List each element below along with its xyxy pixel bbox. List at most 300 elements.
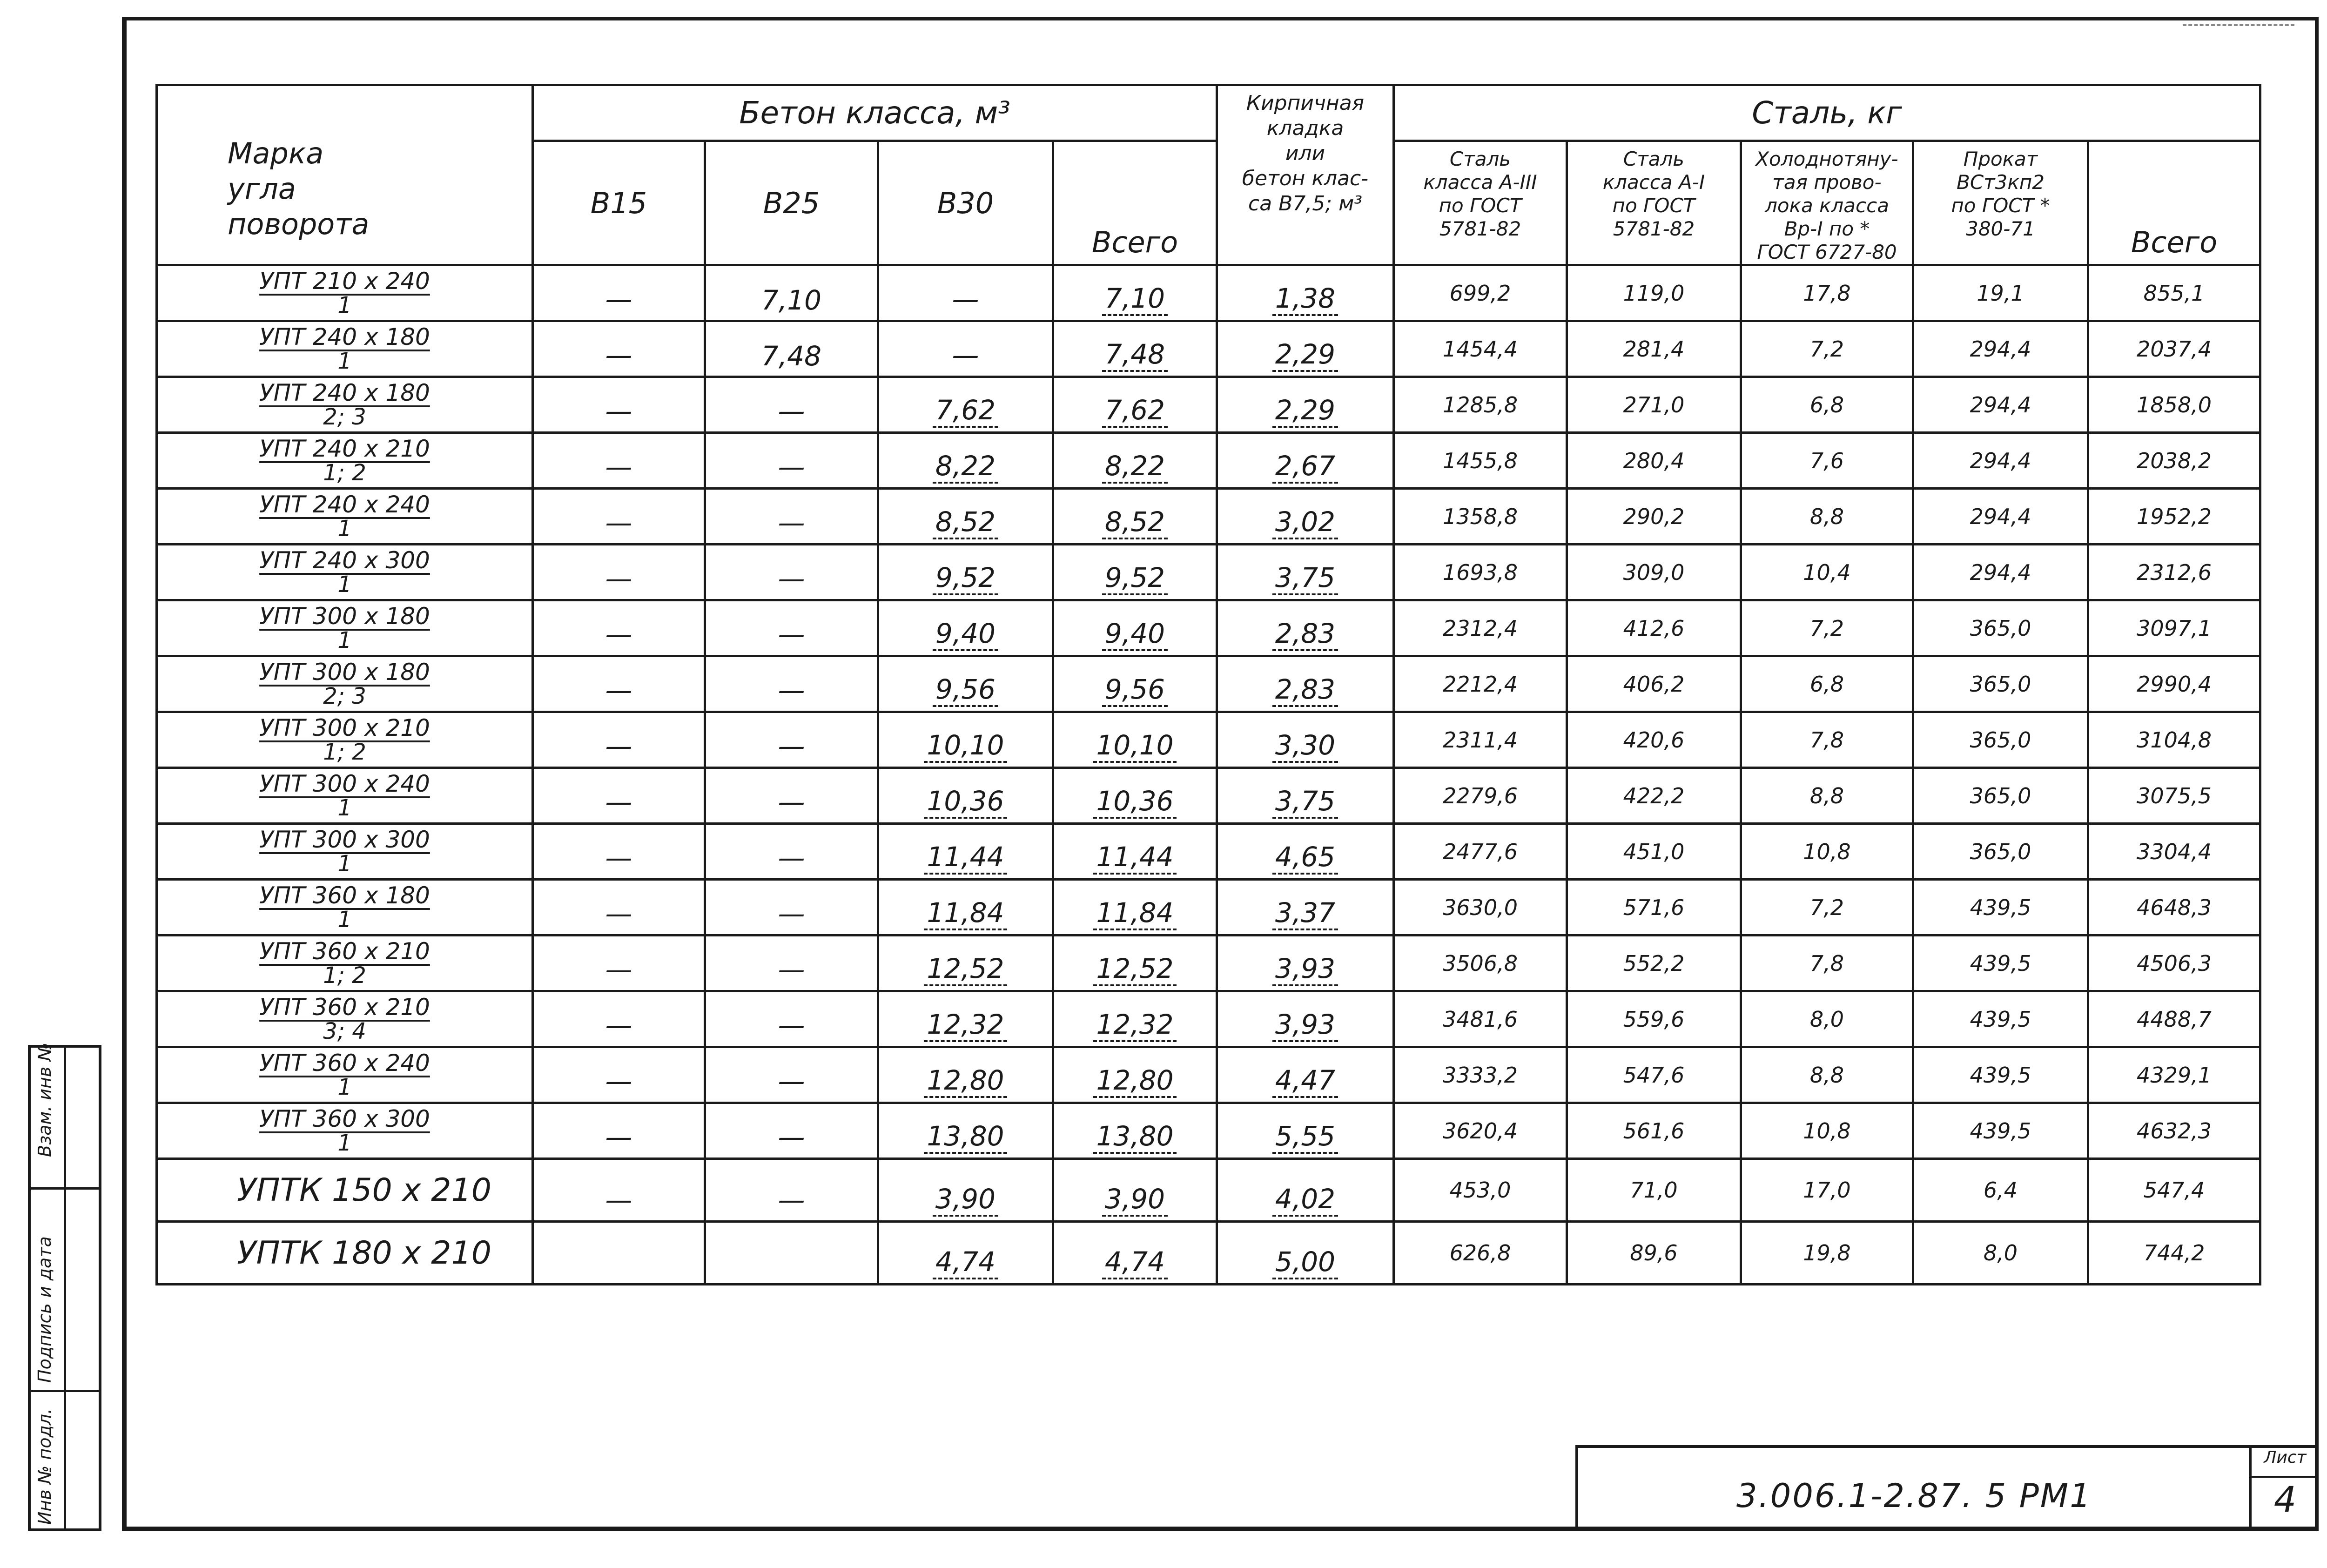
row-mark-cell xyxy=(157,489,533,545)
cell-a3: 3481,6 xyxy=(1394,991,1567,1047)
row-mark-sub: 1 xyxy=(337,292,352,318)
cell-steel-total: 3075,5 xyxy=(2088,768,2260,824)
cell-brick xyxy=(1217,265,1394,321)
table-row xyxy=(157,265,2260,321)
row-mark: УПТ 360 х 300 xyxy=(259,1105,430,1132)
header-row-1 xyxy=(157,85,2260,141)
row-mark: УПТ 300 х 240 xyxy=(259,770,430,797)
cell-wire: 10,8 xyxy=(1741,824,1913,880)
cell-rolled: 294,4 xyxy=(1913,489,2088,545)
cell-a1: 571,6 xyxy=(1567,880,1741,935)
cell-steel-total: 4488,7 xyxy=(2088,991,2260,1047)
header-brick-line-3: или xyxy=(1285,141,1325,165)
cell-wire: 6,8 xyxy=(1741,377,1913,433)
cell-brick xyxy=(1217,768,1394,824)
cell-total xyxy=(1053,489,1217,545)
cell-b15: — xyxy=(533,935,705,991)
header-steel-total: Всего xyxy=(2088,141,2260,265)
cell-b30 xyxy=(878,1222,1053,1285)
cell-rolled: 365,0 xyxy=(1913,712,2088,768)
cell-brick xyxy=(1217,935,1394,991)
cell-value: 11,84 xyxy=(924,897,1007,930)
cell-value: 7,62 xyxy=(933,394,998,428)
cell-a1: 281,4 xyxy=(1567,321,1741,377)
cell-value: 7,62 xyxy=(1102,394,1168,428)
cell-total xyxy=(1053,1047,1217,1103)
header-a3-line-3: по ГОСТ xyxy=(1439,194,1522,217)
strip-col-values xyxy=(66,1048,99,1528)
cell-a1: 280,4 xyxy=(1567,433,1741,489)
cell-b25: — xyxy=(705,1159,878,1222)
strip-inv-orig: Инв № подл. xyxy=(34,1408,55,1525)
header-rolled-line-3: по ГОСТ * xyxy=(1951,194,2050,217)
cell-a1: 309,0 xyxy=(1567,545,1741,600)
cell-value: 10,10 xyxy=(1093,729,1176,763)
cell-rolled: 365,0 xyxy=(1913,600,2088,656)
cell-value: 1,38 xyxy=(1272,283,1338,316)
cell-a3: 1454,4 xyxy=(1394,321,1567,377)
cell-a1: 420,6 xyxy=(1567,712,1741,768)
cell-total xyxy=(1053,880,1217,935)
cell-steel-total: 1858,0 xyxy=(2088,377,2260,433)
table-row xyxy=(157,824,2260,880)
row-mark-sub: 1 xyxy=(337,1130,352,1156)
cell-rolled: 439,5 xyxy=(1913,1103,2088,1159)
cell-rolled: 439,5 xyxy=(1913,935,2088,991)
cell-value: 2,83 xyxy=(1272,618,1338,651)
table-row xyxy=(157,1103,2260,1159)
row-mark-cell xyxy=(157,656,533,712)
row-mark-sub: 1; 2 xyxy=(323,459,366,486)
strip-col-labels xyxy=(31,1043,66,1528)
cell-total xyxy=(1053,265,1217,321)
row-mark-cell xyxy=(157,600,533,656)
row-mark: УПТ 300 х 180 xyxy=(259,602,430,630)
cell-b15: — xyxy=(533,489,705,545)
cell-value: 8,22 xyxy=(1102,450,1168,484)
cell-rolled: 294,4 xyxy=(1913,377,2088,433)
sheet-label: Лист xyxy=(2252,1448,2319,1478)
cell-b15: — xyxy=(533,1103,705,1159)
cell-b25: — xyxy=(705,768,878,824)
cell-steel-total: 2312,6 xyxy=(2088,545,2260,600)
cell-wire: 7,2 xyxy=(1741,880,1913,935)
sheet-number: 4 xyxy=(2273,1479,2297,1520)
cell-value: 3,90 xyxy=(1102,1183,1168,1217)
cell-b25: — xyxy=(705,377,878,433)
cell-b25: — xyxy=(705,433,878,489)
cell-a3: 453,0 xyxy=(1394,1159,1567,1222)
cell-value: 8,52 xyxy=(933,506,998,539)
document-code: 3.006.1-2.87. 5 РМ1 xyxy=(1736,1477,2092,1515)
cell-value: 2,83 xyxy=(1272,673,1338,707)
header-steel-a3 xyxy=(1394,141,1567,265)
cell-a3: 2279,6 xyxy=(1394,768,1567,824)
cell-b25 xyxy=(705,1222,878,1285)
row-mark-cell xyxy=(157,824,533,880)
row-mark-sub: 1; 2 xyxy=(323,962,366,989)
cell-value: 11,44 xyxy=(1093,841,1176,875)
cell-b30 xyxy=(878,880,1053,935)
cell-value: 9,40 xyxy=(933,618,998,651)
cell-value: 12,32 xyxy=(1093,1009,1176,1042)
table-row xyxy=(157,433,2260,489)
cell-value: 2,67 xyxy=(1272,450,1338,484)
cell-value: 9,56 xyxy=(933,673,998,707)
header-rolled-line-1: Прокат xyxy=(1963,148,2038,170)
corner-dashed-mark xyxy=(2183,24,2294,26)
table-row xyxy=(157,656,2260,712)
cell-wire: 7,8 xyxy=(1741,935,1913,991)
cell-wire: 7,6 xyxy=(1741,433,1913,489)
cell-value: 3,30 xyxy=(1272,729,1338,763)
cell-b25: 7,10 xyxy=(705,265,878,321)
cell-rolled: 8,0 xyxy=(1913,1222,2088,1285)
cell-value: 13,80 xyxy=(924,1120,1007,1154)
table-row xyxy=(157,768,2260,824)
cell-rolled: 365,0 xyxy=(1913,656,2088,712)
cell-wire: 7,2 xyxy=(1741,600,1913,656)
cell-rolled: 365,0 xyxy=(1913,768,2088,824)
cell-value: 11,84 xyxy=(1093,897,1176,930)
cell-steel-total: 2037,4 xyxy=(2088,321,2260,377)
cell-value: 3,90 xyxy=(933,1183,998,1217)
header-b25: В25 xyxy=(705,141,878,265)
table-row xyxy=(157,489,2260,545)
cell-total xyxy=(1053,377,1217,433)
cell-brick xyxy=(1217,991,1394,1047)
side-approval-strip xyxy=(28,1045,101,1531)
cell-wire: 8,8 xyxy=(1741,768,1913,824)
cell-b25: — xyxy=(705,991,878,1047)
cell-value: 12,52 xyxy=(1093,953,1176,986)
cell-brick xyxy=(1217,545,1394,600)
header-brick-line-2: кладка xyxy=(1266,116,1344,140)
header-mark-cell xyxy=(157,85,533,265)
cell-b15: — xyxy=(533,712,705,768)
row-mark-cell xyxy=(157,545,533,600)
cell-brick xyxy=(1217,824,1394,880)
cell-total xyxy=(1053,545,1217,600)
row-mark-cell xyxy=(157,712,533,768)
cell-value: 8,52 xyxy=(1102,506,1168,539)
cell-rolled: 365,0 xyxy=(1913,824,2088,880)
header-mark-line-1: Марка xyxy=(228,136,324,170)
cell-a3: 3630,0 xyxy=(1394,880,1567,935)
cell-value: 5,00 xyxy=(1272,1246,1338,1279)
row-mark-sub: 1 xyxy=(337,571,352,598)
header-brick-line-5: са В7,5; м³ xyxy=(1248,192,1362,215)
cell-b30 xyxy=(878,656,1053,712)
cell-steel-total: 1952,2 xyxy=(2088,489,2260,545)
cell-b15: — xyxy=(533,377,705,433)
cell-value: 3,75 xyxy=(1272,785,1338,819)
cell-b15: — xyxy=(533,768,705,824)
cell-value: 12,52 xyxy=(924,953,1007,986)
cell-b15: — xyxy=(533,880,705,935)
cell-total xyxy=(1053,600,1217,656)
cell-wire: 8,8 xyxy=(1741,1047,1913,1103)
cell-b30 xyxy=(878,600,1053,656)
header-wire-line-1: Холоднотяну- xyxy=(1755,148,1898,170)
cell-value: 9,56 xyxy=(1102,673,1168,707)
cell-brick xyxy=(1217,656,1394,712)
row-mark-sub: 3; 4 xyxy=(323,1018,366,1044)
cell-wire: 6,8 xyxy=(1741,656,1913,712)
cell-steel-total: 4329,1 xyxy=(2088,1047,2260,1103)
cell-steel-total: 744,2 xyxy=(2088,1222,2260,1285)
cell-brick xyxy=(1217,1222,1394,1285)
row-mark: УПТ 240 х 240 xyxy=(259,491,430,518)
cell-a1: 547,6 xyxy=(1567,1047,1741,1103)
cell-wire: 10,8 xyxy=(1741,1103,1913,1159)
cell-b30 xyxy=(878,545,1053,600)
cell-value: 3,93 xyxy=(1272,1009,1338,1042)
cell-a1: 451,0 xyxy=(1567,824,1741,880)
cell-b15: — xyxy=(533,265,705,321)
cell-rolled: 6,4 xyxy=(1913,1159,2088,1222)
row-mark-cell xyxy=(157,935,533,991)
strip-sep-1 xyxy=(31,1187,64,1190)
row-mark-cell xyxy=(157,880,533,935)
cell-a3: 3506,8 xyxy=(1394,935,1567,991)
cell-b25: — xyxy=(705,1047,878,1103)
cell-a3: 2477,6 xyxy=(1394,824,1567,880)
table-row xyxy=(157,880,2260,935)
row-mark: УПТ 240 х 180 xyxy=(259,379,430,406)
header-wire-line-4: Вр-I по * xyxy=(1784,217,1870,240)
cell-rolled: 19,1 xyxy=(1913,265,2088,321)
cell-a3: 1285,8 xyxy=(1394,377,1567,433)
cell-steel-total: 4506,3 xyxy=(2088,935,2260,991)
cell-steel-total: 4632,3 xyxy=(2088,1103,2260,1159)
header-rolled-line-2: ВСт3кп2 xyxy=(1957,171,2045,194)
header-concrete-total: Всего xyxy=(1053,141,1217,265)
cell-rolled: 294,4 xyxy=(1913,545,2088,600)
header-brick-line-1: Кирпичная xyxy=(1246,91,1365,115)
row-mark-cell xyxy=(157,265,533,321)
specification-table xyxy=(155,84,2261,1285)
cell-a3: 2212,4 xyxy=(1394,656,1567,712)
cell-a1: 412,6 xyxy=(1567,600,1741,656)
cell-b15: — xyxy=(533,600,705,656)
cell-b25: 7,48 xyxy=(705,321,878,377)
cell-a1: 406,2 xyxy=(1567,656,1741,712)
row-mark-sub: 1 xyxy=(337,348,352,374)
header-a1-line-3: по ГОСТ xyxy=(1612,194,1695,217)
header-b15: В15 xyxy=(533,141,705,265)
cell-b30 xyxy=(878,991,1053,1047)
row-mark: УПТ 300 х 300 xyxy=(259,826,430,853)
row-mark: УПТ 360 х 240 xyxy=(259,1049,430,1077)
cell-b30: — xyxy=(878,321,1053,377)
cell-a3: 1455,8 xyxy=(1394,433,1567,489)
row-mark: УПТ 300 х 210 xyxy=(259,714,430,741)
cell-b30: — xyxy=(878,265,1053,321)
cell-total xyxy=(1053,824,1217,880)
cell-brick xyxy=(1217,489,1394,545)
table-row xyxy=(157,712,2260,768)
header-a1-line-4: 5781-82 xyxy=(1613,217,1695,240)
cell-steel-total: 3304,4 xyxy=(2088,824,2260,880)
cell-brick xyxy=(1217,880,1394,935)
cell-value: 13,80 xyxy=(1093,1120,1176,1154)
cell-b25: — xyxy=(705,656,878,712)
header-mark-line-3: поворота xyxy=(228,207,370,241)
cell-total xyxy=(1053,991,1217,1047)
row-mark-cell xyxy=(157,991,533,1047)
cell-b15: — xyxy=(533,991,705,1047)
cell-value: 12,32 xyxy=(924,1009,1007,1042)
row-mark-sub: 1; 2 xyxy=(323,739,366,765)
cell-b25: — xyxy=(705,600,878,656)
cell-total xyxy=(1053,321,1217,377)
cell-value: 10,10 xyxy=(924,729,1007,763)
cell-total xyxy=(1053,712,1217,768)
row-mark: УПТ 210 х 240 xyxy=(259,267,430,295)
row-mark-sub: 1 xyxy=(337,515,352,542)
header-b30: В30 xyxy=(878,141,1053,265)
cell-steel-total: 547,4 xyxy=(2088,1159,2260,1222)
cell-value: 9,52 xyxy=(1102,562,1168,595)
cell-value: 3,37 xyxy=(1272,897,1338,930)
table-row xyxy=(157,377,2260,433)
row-mark-sub: 1 xyxy=(337,794,352,821)
cell-brick xyxy=(1217,433,1394,489)
cell-value: 3,93 xyxy=(1272,953,1338,986)
cell-a1: 89,6 xyxy=(1567,1222,1741,1285)
table-row xyxy=(157,1047,2260,1103)
cell-b15: — xyxy=(533,656,705,712)
cell-steel-total: 3104,8 xyxy=(2088,712,2260,768)
cell-a1: 119,0 xyxy=(1567,265,1741,321)
row-mark: УПТ 360 х 210 xyxy=(259,993,430,1021)
row-mark: УПТК 180 х 210 xyxy=(157,1222,533,1285)
cell-steel-total: 855,1 xyxy=(2088,265,2260,321)
row-mark-cell xyxy=(157,433,533,489)
cell-value: 12,80 xyxy=(924,1064,1007,1098)
table-row xyxy=(157,600,2260,656)
header-steel-a1 xyxy=(1567,141,1741,265)
cell-b25: — xyxy=(705,1103,878,1159)
cell-b30 xyxy=(878,433,1053,489)
cell-b15 xyxy=(533,1222,705,1285)
cell-b25: — xyxy=(705,880,878,935)
cell-total xyxy=(1053,1222,1217,1285)
cell-steel-total: 3097,1 xyxy=(2088,600,2260,656)
cell-value: 12,80 xyxy=(1093,1064,1176,1098)
strip-sign-date: Подпись и дата xyxy=(34,1236,55,1383)
cell-steel-total: 4648,3 xyxy=(2088,880,2260,935)
cell-a3: 1693,8 xyxy=(1394,545,1567,600)
cell-brick xyxy=(1217,1103,1394,1159)
strip-replaces-inv: Взам. инв № xyxy=(34,1043,55,1157)
cell-wire: 10,4 xyxy=(1741,545,1913,600)
cell-steel-total: 2038,2 xyxy=(2088,433,2260,489)
row-mark: УПТ 360 х 210 xyxy=(259,937,430,965)
cell-b30 xyxy=(878,712,1053,768)
cell-a1: 559,6 xyxy=(1567,991,1741,1047)
cell-b30 xyxy=(878,1159,1053,1222)
cell-wire: 8,8 xyxy=(1741,489,1913,545)
header-mark-line-2: угла xyxy=(228,172,296,206)
cell-b30 xyxy=(878,489,1053,545)
cell-b30 xyxy=(878,377,1053,433)
table-row xyxy=(157,545,2260,600)
cell-b30 xyxy=(878,935,1053,991)
row-mark-sub: 1 xyxy=(337,627,352,653)
cell-b15: — xyxy=(533,824,705,880)
cell-a1: 552,2 xyxy=(1567,935,1741,991)
cell-value: 4,74 xyxy=(933,1246,998,1279)
cell-b25: — xyxy=(705,712,878,768)
row-mark-sub: 2; 3 xyxy=(323,404,366,430)
cell-b15: — xyxy=(533,321,705,377)
cell-a1: 271,0 xyxy=(1567,377,1741,433)
cell-total xyxy=(1053,768,1217,824)
row-mark-cell xyxy=(157,321,533,377)
cell-a1: 290,2 xyxy=(1567,489,1741,545)
cell-brick xyxy=(1217,321,1394,377)
cell-rolled: 294,4 xyxy=(1913,321,2088,377)
cell-value: 5,55 xyxy=(1272,1120,1338,1154)
cell-b15: — xyxy=(533,433,705,489)
cell-b25: — xyxy=(705,824,878,880)
row-mark-sub: 1 xyxy=(337,906,352,933)
table-row xyxy=(157,991,2260,1047)
cell-a1: 71,0 xyxy=(1567,1159,1741,1222)
cell-value: 4,02 xyxy=(1272,1183,1338,1217)
header-a3-line-1: Сталь xyxy=(1449,148,1511,170)
cell-value: 8,22 xyxy=(933,450,998,484)
cell-a3: 3333,2 xyxy=(1394,1047,1567,1103)
row-mark-cell xyxy=(157,1047,533,1103)
cell-wire: 19,8 xyxy=(1741,1222,1913,1285)
header-rolled-line-4: 380-71 xyxy=(1966,217,2035,240)
row-mark: УПТ 240 х 210 xyxy=(259,435,430,462)
cell-value: 4,65 xyxy=(1272,841,1338,875)
header-wire-line-2: тая прово- xyxy=(1772,171,1882,194)
row-mark: УПТ 360 х 180 xyxy=(259,882,430,909)
strip-sep-4 xyxy=(66,1390,99,1392)
row-mark-sub: 2; 3 xyxy=(323,683,366,709)
cell-wire: 8,0 xyxy=(1741,991,1913,1047)
cell-rolled: 439,5 xyxy=(1913,1047,2088,1103)
cell-b30 xyxy=(878,768,1053,824)
cell-wire: 7,2 xyxy=(1741,321,1913,377)
cell-a3: 2312,4 xyxy=(1394,600,1567,656)
cell-b25: — xyxy=(705,935,878,991)
row-mark: УПТК 150 х 210 xyxy=(157,1159,533,1222)
row-mark-sub: 1 xyxy=(337,1074,352,1100)
cell-a1: 561,6 xyxy=(1567,1103,1741,1159)
cell-total xyxy=(1053,1159,1217,1222)
header-wire xyxy=(1741,141,1913,265)
cell-value: 4,74 xyxy=(1102,1246,1168,1279)
header-a3-line-4: 5781-82 xyxy=(1439,217,1521,240)
row-mark: УПТ 240 х 180 xyxy=(259,323,430,350)
cell-value: 3,75 xyxy=(1272,562,1338,595)
header-a1-line-2: класса А-I xyxy=(1602,171,1705,194)
cell-value: 10,36 xyxy=(1093,785,1176,819)
cell-value: 2,29 xyxy=(1272,338,1338,372)
cell-wire: 7,8 xyxy=(1741,712,1913,768)
cell-b30 xyxy=(878,1103,1053,1159)
header-a3-line-2: класса А-III xyxy=(1423,171,1537,194)
cell-b15: — xyxy=(533,545,705,600)
header-steel-group: Сталь, кг xyxy=(1394,85,2260,141)
cell-value: 9,52 xyxy=(933,562,998,595)
